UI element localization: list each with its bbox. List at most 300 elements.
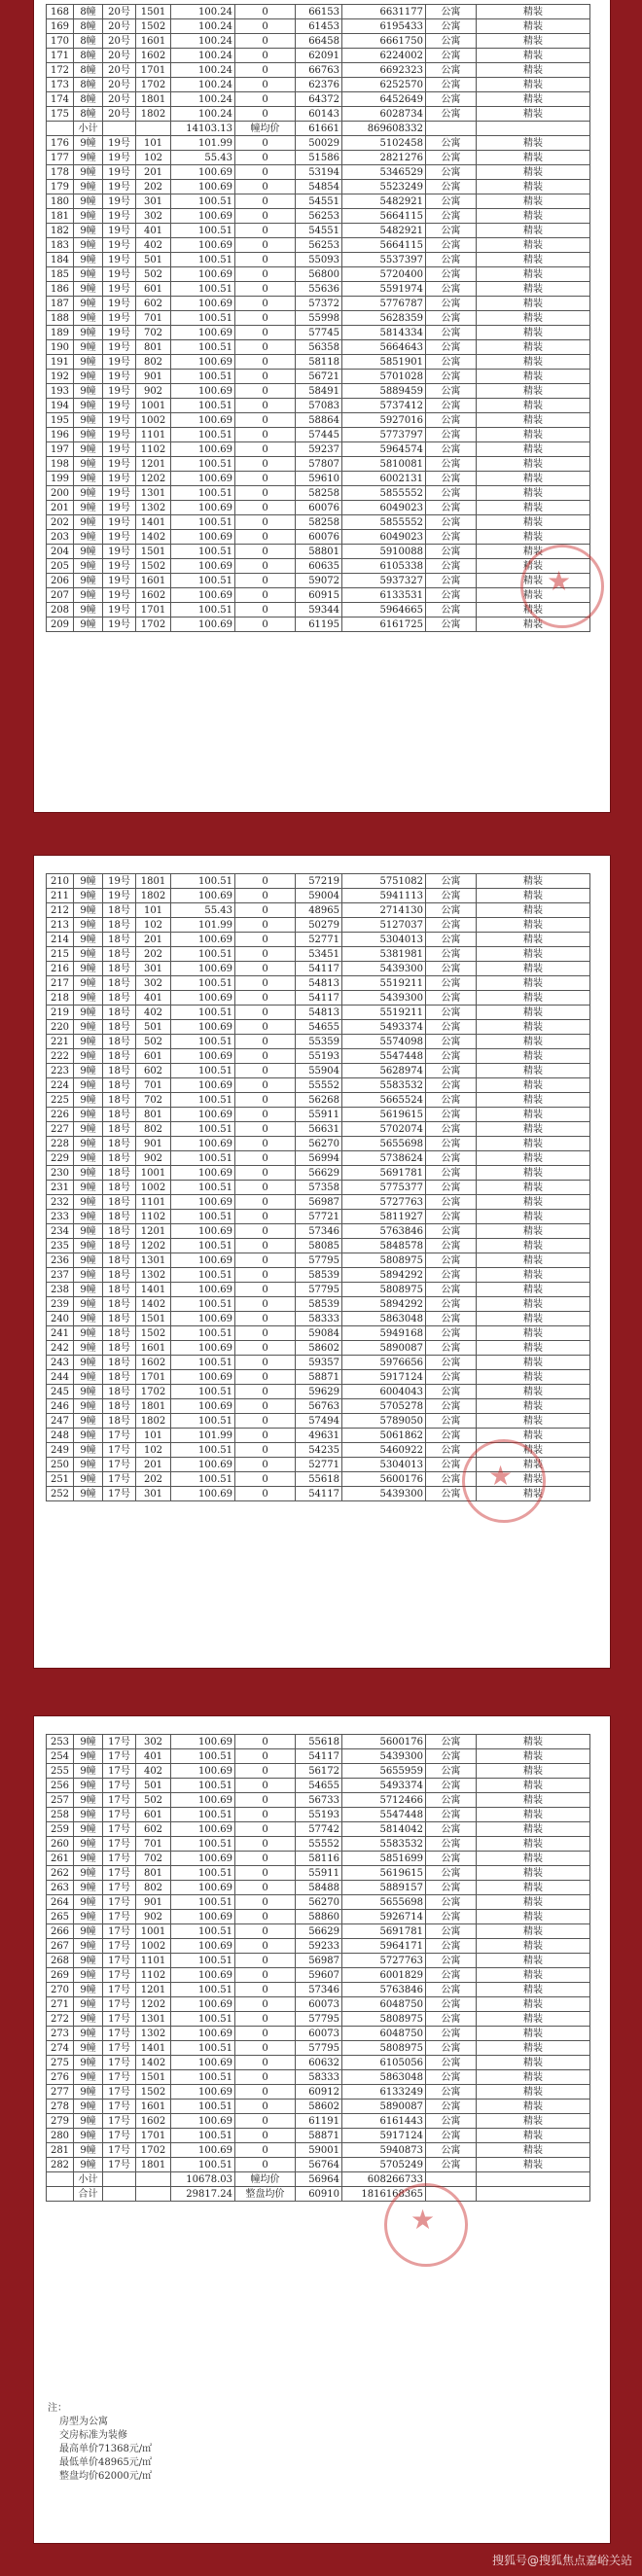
table-cell: 51586 (296, 151, 342, 165)
table-cell: 公寓 (426, 1910, 477, 1924)
table-row (47, 559, 590, 574)
table-cell: 精装 (477, 151, 590, 165)
table-cell: 17号 (103, 1458, 136, 1472)
table-cell: 253 (47, 1735, 74, 1749)
table-cell: 1701 (136, 603, 171, 618)
table-cell: 502 (136, 1035, 171, 1049)
table-cell: 精装 (477, 1035, 590, 1049)
note-line: 交房标准为装修 (59, 2430, 127, 2441)
table-cell: 公寓 (426, 194, 477, 209)
table-cell: 9幢 (74, 267, 103, 282)
table-cell: 9幢 (74, 1341, 103, 1356)
table-cell: 216 (47, 962, 74, 976)
table-cell: 0 (235, 1078, 296, 1093)
table-cell: 0 (235, 1414, 296, 1429)
table-cell: 17号 (103, 2143, 136, 2158)
table-cell: 168 (47, 5, 74, 19)
table-cell: 5061862 (342, 1429, 426, 1443)
table-cell: 精装 (477, 34, 590, 49)
table-cell: 9幢 (74, 1137, 103, 1151)
table-cell: 0 (235, 2056, 296, 2070)
table-cell: 202 (136, 180, 171, 194)
table-cell: 公寓 (426, 1297, 477, 1312)
table-cell: 1816168365 (342, 2187, 426, 2202)
table-cell: 9幢 (74, 326, 103, 340)
table-cell: 公寓 (426, 501, 477, 515)
table-cell: 217 (47, 976, 74, 991)
table-cell: 9幢 (74, 136, 103, 151)
table-row (47, 384, 590, 399)
table-cell: 204 (47, 545, 74, 559)
table-cell: 9幢 (74, 1458, 103, 1472)
table-cell: 9幢 (74, 1151, 103, 1166)
table-row (47, 1837, 590, 1852)
table-cell: 0 (235, 194, 296, 209)
table-cell: 183 (47, 238, 74, 253)
table-cell: 精装 (477, 1472, 590, 1487)
table-row (47, 1326, 590, 1341)
table-cell: 公寓 (426, 180, 477, 194)
table-cell: 0 (235, 1253, 296, 1268)
table-cell: 193 (47, 384, 74, 399)
table-cell: 54235 (296, 1443, 342, 1458)
table-cell (477, 2187, 590, 2202)
table-cell: 公寓 (426, 457, 477, 472)
table-cell: 19号 (103, 574, 136, 588)
table-cell: 0 (235, 618, 296, 632)
table-cell: 1101 (136, 428, 171, 442)
table-row (47, 918, 590, 933)
table-cell: 100.51 (171, 874, 235, 889)
table-cell: 整盘均价 (235, 2187, 296, 2202)
table-cell (136, 2187, 171, 2202)
table-cell: 702 (136, 326, 171, 340)
table-cell: 58085 (296, 1239, 342, 1253)
table-cell: 5600176 (342, 1735, 426, 1749)
table-cell: 0 (235, 545, 296, 559)
table-row (47, 1735, 590, 1749)
table-cell: 0 (235, 1997, 296, 2012)
table-cell: 公寓 (426, 530, 477, 545)
table-row (47, 399, 590, 413)
table-cell: 5789050 (342, 1414, 426, 1429)
table-cell: 公寓 (426, 2056, 477, 2070)
table-row (47, 19, 590, 34)
table-cell: 189 (47, 326, 74, 340)
table-cell: 5655959 (342, 1764, 426, 1779)
table-cell: 202 (47, 515, 74, 530)
table-cell: 191 (47, 355, 74, 370)
table-cell: 0 (235, 1166, 296, 1181)
table-cell: 20号 (103, 107, 136, 122)
table-cell: 56172 (296, 1764, 342, 1779)
table-cell: 9幢 (74, 545, 103, 559)
table-cell: 5937327 (342, 574, 426, 588)
table-cell: 18号 (103, 933, 136, 947)
table-cell: 5574098 (342, 1035, 426, 1049)
table-row (47, 63, 590, 78)
note-line: 最低单价48965元/㎡ (59, 2457, 153, 2468)
table-cell: 1801 (136, 1399, 171, 1414)
table-cell: 8幢 (74, 34, 103, 49)
table-cell: 59084 (296, 1326, 342, 1341)
table-cell: 0 (235, 136, 296, 151)
table-cell: 258 (47, 1808, 74, 1822)
table-row (47, 874, 590, 889)
table-cell: 0 (235, 1895, 296, 1910)
table-row (47, 355, 590, 370)
table-cell: 0 (235, 238, 296, 253)
table-cell: 5664115 (342, 209, 426, 224)
table-cell: 1401 (136, 1283, 171, 1297)
table-cell: 18号 (103, 947, 136, 962)
table-cell: 公寓 (426, 136, 477, 151)
table-cell: 9幢 (74, 991, 103, 1006)
table-cell: 180 (47, 194, 74, 209)
table-cell: 6105338 (342, 559, 426, 574)
table-cell: 1602 (136, 1356, 171, 1370)
table-cell: 5482921 (342, 224, 426, 238)
table-cell: 171 (47, 49, 74, 63)
table-cell: 精装 (477, 1458, 590, 1472)
table-cell: 202 (136, 1472, 171, 1487)
table-cell: 17号 (103, 1852, 136, 1866)
table-row (47, 991, 590, 1006)
table-cell: 9幢 (74, 297, 103, 311)
table-cell: 186 (47, 282, 74, 297)
table-cell: 精装 (477, 1808, 590, 1822)
table-cell: 精装 (477, 19, 590, 34)
table-cell: 公寓 (426, 209, 477, 224)
table-cell: 公寓 (426, 1035, 477, 1049)
table-cell: 100.69 (171, 1910, 235, 1924)
table-cell: 5691781 (342, 1166, 426, 1181)
table-cell: 9幢 (74, 1122, 103, 1137)
table-cell: 235 (47, 1239, 74, 1253)
table-cell: 100.51 (171, 1326, 235, 1341)
price-table-1 (46, 4, 590, 632)
table-cell: 56358 (296, 340, 342, 355)
table-cell: 169 (47, 19, 74, 34)
table-cell: 公寓 (426, 1472, 477, 1487)
table-cell: 18号 (103, 1122, 136, 1137)
table-cell: 精装 (477, 2100, 590, 2114)
table-cell: 公寓 (426, 311, 477, 326)
table-cell: 701 (136, 311, 171, 326)
table-cell: 215 (47, 947, 74, 962)
table-cell: 公寓 (426, 2158, 477, 2172)
table-cell: 0 (235, 1035, 296, 1049)
table-cell: 精装 (477, 311, 590, 326)
table-cell: 9幢 (74, 355, 103, 370)
table-cell: 100.69 (171, 1764, 235, 1779)
table-cell: 9幢 (74, 1312, 103, 1326)
table-cell: 18号 (103, 1166, 136, 1181)
table-cell: 公寓 (426, 933, 477, 947)
table-cell: 9幢 (74, 1443, 103, 1458)
table-cell: 243 (47, 1356, 74, 1370)
table-cell: 17号 (103, 2041, 136, 2056)
table-cell: 19号 (103, 399, 136, 413)
table-cell: 55.43 (171, 903, 235, 918)
table-cell: 100.69 (171, 267, 235, 282)
table-cell: 精装 (477, 297, 590, 311)
table-cell: 0 (235, 1472, 296, 1487)
table-cell: 9幢 (74, 1020, 103, 1035)
table-cell: 6028734 (342, 107, 426, 122)
table-cell: 56629 (296, 1924, 342, 1939)
table-cell: 20号 (103, 63, 136, 78)
table-cell: 公寓 (426, 1399, 477, 1414)
table-cell: 9幢 (74, 976, 103, 991)
table-cell: 1101 (136, 1954, 171, 1968)
table-cell: 187 (47, 297, 74, 311)
table-cell: 100.51 (171, 976, 235, 991)
table-cell: 100.69 (171, 2114, 235, 2129)
table-cell: 精装 (477, 194, 590, 209)
table-cell: 5439300 (342, 962, 426, 976)
table-cell: 1702 (136, 2143, 171, 2158)
table-cell: 59004 (296, 889, 342, 903)
table-cell: 公寓 (426, 34, 477, 49)
table-cell: 5808975 (342, 2012, 426, 2027)
table-cell: 221 (47, 1035, 74, 1049)
table-cell: 701 (136, 1078, 171, 1093)
table-row (47, 1181, 590, 1195)
table-cell: 100.51 (171, 282, 235, 297)
table-cell: 9幢 (74, 1356, 103, 1370)
table-cell: 9幢 (74, 1414, 103, 1429)
table-cell: 精装 (477, 903, 590, 918)
table-cell: 248 (47, 1429, 74, 1443)
table-cell: 0 (235, 1910, 296, 1924)
table-cell: 18号 (103, 976, 136, 991)
table-cell: 601 (136, 282, 171, 297)
table-cell: 100.51 (171, 1035, 235, 1049)
table-cell: 精装 (477, 224, 590, 238)
table-cell: 精装 (477, 1049, 590, 1064)
table-row (47, 457, 590, 472)
table-cell: 267 (47, 1939, 74, 1954)
table-row (47, 209, 590, 224)
table-cell: 公寓 (426, 874, 477, 889)
table-cell: 232 (47, 1195, 74, 1210)
table-cell: 精装 (477, 486, 590, 501)
table-cell: 100.51 (171, 1808, 235, 1822)
table-cell: 1201 (136, 1224, 171, 1239)
table-row (47, 2041, 590, 2056)
table-cell: 56987 (296, 1954, 342, 1968)
table-cell: 公寓 (426, 49, 477, 63)
table-cell: 602 (136, 297, 171, 311)
table-row (47, 297, 590, 311)
table-cell: 256 (47, 1779, 74, 1793)
table-cell: 58258 (296, 515, 342, 530)
table-cell: 0 (235, 574, 296, 588)
table-cell: 1502 (136, 19, 171, 34)
table-cell: 0 (235, 1924, 296, 1939)
table-cell: 9幢 (74, 1939, 103, 1954)
table-cell: 0 (235, 165, 296, 180)
table-cell: 9幢 (74, 515, 103, 530)
table-cell: 1701 (136, 63, 171, 78)
table-cell: 19号 (103, 311, 136, 326)
table-cell: 100.51 (171, 1181, 235, 1195)
table-cell: 公寓 (426, 1108, 477, 1122)
table-cell: 0 (235, 1735, 296, 1749)
table-cell: 18号 (103, 1151, 136, 1166)
table-cell: 802 (136, 1122, 171, 1137)
table-cell: 5591974 (342, 282, 426, 297)
table-cell: 精装 (477, 976, 590, 991)
table-cell: 0 (235, 267, 296, 282)
table-cell: 5664115 (342, 238, 426, 253)
table-row (47, 1078, 590, 1093)
table-cell: 9幢 (74, 413, 103, 428)
table-cell: 5439300 (342, 991, 426, 1006)
table-cell: 9幢 (74, 2114, 103, 2129)
table-cell: 231 (47, 1181, 74, 1195)
table-cell: 0 (235, 78, 296, 92)
table-row (47, 1385, 590, 1399)
table-row (47, 1443, 590, 1458)
table-cell: 公寓 (426, 340, 477, 355)
table-cell: 278 (47, 2100, 74, 2114)
table-cell: 190 (47, 340, 74, 355)
table-row (47, 2100, 590, 2114)
table-cell: 57795 (296, 1253, 342, 1268)
table-cell: 19号 (103, 151, 136, 165)
table-row (47, 1939, 590, 1954)
table-cell: 20号 (103, 49, 136, 63)
table-cell: 精装 (477, 1487, 590, 1501)
table-cell: 5537397 (342, 253, 426, 267)
table-cell: 100.69 (171, 1822, 235, 1837)
table-row (47, 889, 590, 903)
table-cell: 401 (136, 224, 171, 238)
table-row (47, 2172, 590, 2187)
table-row (47, 49, 590, 63)
table-cell: 精装 (477, 1253, 590, 1268)
table-cell: 5482921 (342, 194, 426, 209)
table-row (47, 1151, 590, 1166)
table-cell: 公寓 (426, 1968, 477, 1983)
table-cell: 275 (47, 2056, 74, 2070)
table-cell: 54551 (296, 194, 342, 209)
table-cell: 101.99 (171, 136, 235, 151)
table-cell: 702 (136, 1093, 171, 1108)
table-cell: 59607 (296, 1968, 342, 1983)
table-cell: 5808975 (342, 1283, 426, 1297)
table-cell: 19号 (103, 442, 136, 457)
table-cell: 1001 (136, 1166, 171, 1181)
table-cell: 精装 (477, 107, 590, 122)
table-cell: 5808975 (342, 2041, 426, 2056)
table-cell: 100.51 (171, 1749, 235, 1764)
table-cell: 56629 (296, 1166, 342, 1181)
table-cell: 272 (47, 2012, 74, 2027)
table-row (47, 515, 590, 530)
table-cell: 公寓 (426, 1895, 477, 1910)
table-row (47, 1224, 590, 1239)
table-cell: 0 (235, 991, 296, 1006)
table-cell: 56721 (296, 370, 342, 384)
table-cell: 57494 (296, 1414, 342, 1429)
table-cell: 1601 (136, 1341, 171, 1356)
table-cell: 0 (235, 1837, 296, 1852)
table-cell: 100.69 (171, 384, 235, 399)
notes-label: 注： (48, 2403, 67, 2414)
table-cell: 0 (235, 1779, 296, 1793)
table-row (47, 1458, 590, 1472)
table-cell: 57445 (296, 428, 342, 442)
table-cell: 19号 (103, 136, 136, 151)
table-cell: 1501 (136, 1312, 171, 1326)
table-cell: 5727763 (342, 1195, 426, 1210)
table-cell: 9幢 (74, 603, 103, 618)
table-cell: 19号 (103, 180, 136, 194)
table-cell: 5655698 (342, 1137, 426, 1151)
table-cell: 60635 (296, 559, 342, 574)
table-cell: 100.69 (171, 180, 235, 194)
table-cell: 9幢 (74, 1385, 103, 1399)
table-cell: 5655698 (342, 1895, 426, 1910)
table-cell: 公寓 (426, 1983, 477, 1997)
table-cell: 公寓 (426, 1239, 477, 1253)
table-cell: 9幢 (74, 918, 103, 933)
table-cell: 202 (136, 947, 171, 962)
table-cell: 6252570 (342, 78, 426, 92)
table-cell: 精装 (477, 1852, 590, 1866)
table-cell: 精装 (477, 1093, 590, 1108)
table-cell: 18号 (103, 1006, 136, 1020)
table-cell: 0 (235, 19, 296, 34)
table-cell: 9幢 (74, 1472, 103, 1487)
table-row (47, 1049, 590, 1064)
table-cell: 902 (136, 1151, 171, 1166)
table-cell: 56270 (296, 1137, 342, 1151)
table-cell: 精装 (477, 530, 590, 545)
table-cell: 精装 (477, 1312, 590, 1326)
table-cell: 5763846 (342, 1983, 426, 1997)
table-cell: 52771 (296, 933, 342, 947)
table-cell: 213 (47, 918, 74, 933)
table-cell: 公寓 (426, 1224, 477, 1239)
document-page-3 (34, 1716, 610, 2543)
table-row (47, 1195, 590, 1210)
table-cell: 101.99 (171, 918, 235, 933)
table-cell: 274 (47, 2041, 74, 2056)
table-cell: 精装 (477, 1268, 590, 1283)
table-cell: 0 (235, 2158, 296, 2172)
table-cell: 100.69 (171, 1049, 235, 1064)
table-row (47, 2085, 590, 2100)
table-cell: 5691781 (342, 1924, 426, 1939)
table-cell: 54117 (296, 962, 342, 976)
table-cell: 901 (136, 1895, 171, 1910)
table-cell: 197 (47, 442, 74, 457)
table-cell: 5738624 (342, 1151, 426, 1166)
table-cell: 17号 (103, 1487, 136, 1501)
table-cell: 9幢 (74, 501, 103, 515)
table-cell: 207 (47, 588, 74, 603)
table-cell: 9幢 (74, 1983, 103, 1997)
table-cell: 100.69 (171, 1997, 235, 2012)
table-cell: 57358 (296, 1181, 342, 1195)
table-cell: 0 (235, 559, 296, 574)
table-cell: 265 (47, 1910, 74, 1924)
table-cell: 201 (136, 933, 171, 947)
